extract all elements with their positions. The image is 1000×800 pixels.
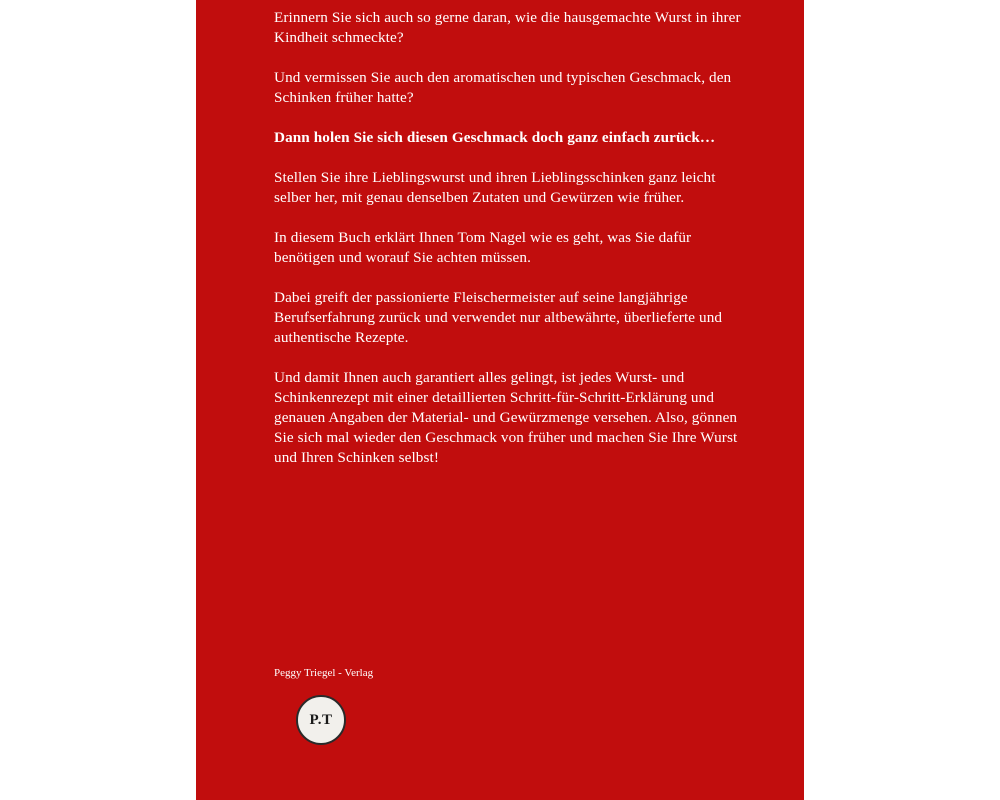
blurb-paragraph: Erinnern Sie sich auch so gerne daran, wie die hausgemachte Wurst in ihrer Kindheit schmeckte? (274, 9, 741, 46)
blurb-paragraph: Und vermissen Sie auch den aromatischen und typischen Geschmack, den Schinken früher hatte? (274, 69, 732, 106)
publisher-logo-label: P.T (309, 711, 333, 728)
publisher-logo-icon (296, 695, 346, 745)
blurb-headline: Dann holen Sie sich diesen Geschmack doch ganz einfach zurück… (274, 129, 716, 146)
blurb-paragraph: Und damit Ihnen auch garantiert alles gelingt, ist jedes Wurst- und Schinkenrezept mit einer detaillierten Schritt-für-Schritt-Erklärung und genauen Angaben der Material- und Gewürzmenge versehen. Also, gönnen Sie sich mal wieder den Geschmack von früher und machen Sie Ihre Wurst und Ihren Schinken selbst! (274, 369, 738, 466)
blurb-paragraph: In diesem Buch erklärt Ihnen Tom Nagel wie es geht, was Sie dafür benötigen und worauf Sie achten müssen. (274, 229, 692, 266)
blurb-paragraph: Dabei greift der passionierte Fleischermeister auf seine langjährige Berufserfahrung zurück und verwendet nur altbewährte, überlieferte und authentische Rezepte. (274, 289, 723, 346)
publisher-name: Peggy Triegel - Verlag (274, 667, 374, 679)
publisher-block (274, 666, 574, 680)
book-back-cover (196, 0, 804, 800)
blurb-paragraph: Stellen Sie ihre Lieblingswurst und ihren Lieblingsschinken ganz leicht selber her, mit genau denselben Zutaten und Gewürzen wie früher. (274, 169, 716, 206)
blurb-text-block (274, 8, 754, 488)
